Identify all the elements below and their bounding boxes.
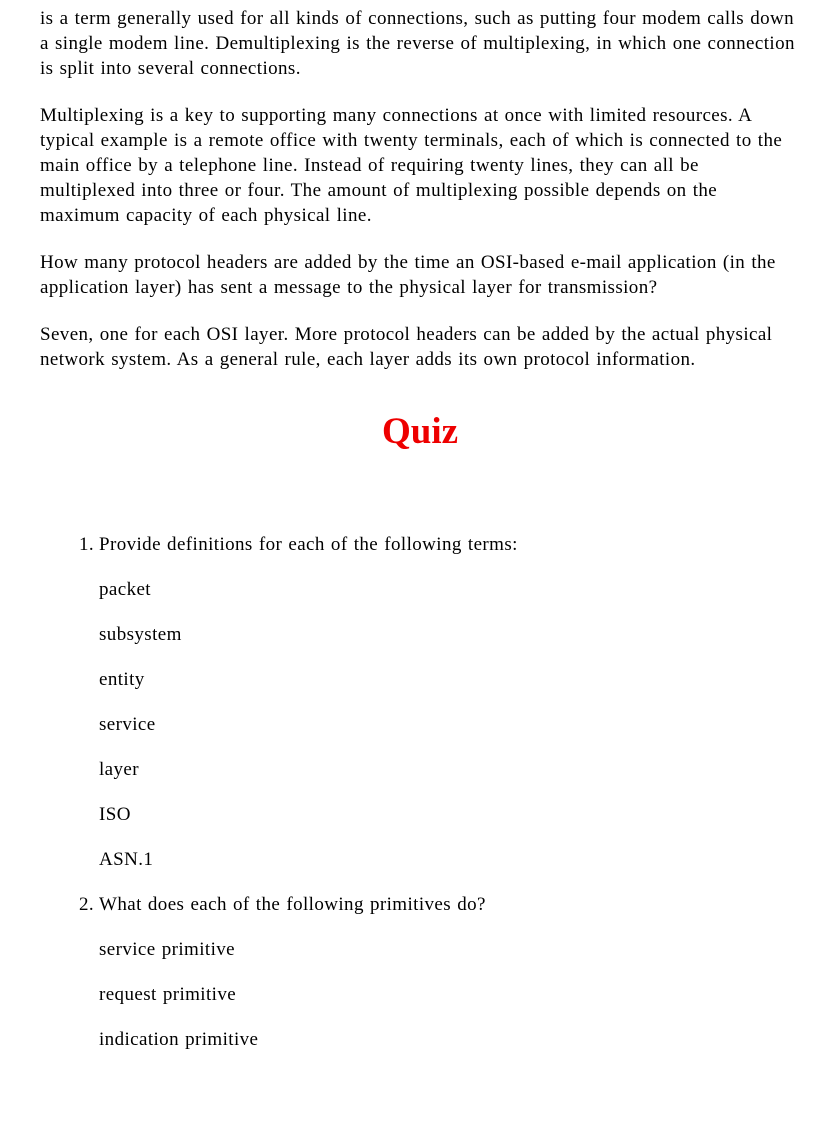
term-item: request primitive xyxy=(99,984,237,1005)
question-text: Provide definitions for each of the following terms: xyxy=(99,534,518,555)
question-number: 1. xyxy=(79,534,95,555)
paragraph-question: How many protocol headers are added by the time an OSI-based e-mail application (in the application layer) has sent a message to the physical layer for transmission? xyxy=(40,252,776,298)
quiz-heading: Quiz xyxy=(381,411,459,452)
term-item: ASN.1 xyxy=(99,849,154,870)
term-item: ISO xyxy=(99,804,131,825)
quiz-question-list xyxy=(40,532,800,1052)
term-list xyxy=(79,937,800,1052)
term-list xyxy=(79,577,800,872)
term-item: subsystem xyxy=(99,624,182,645)
quiz-question xyxy=(79,892,800,1052)
term-item: entity xyxy=(99,669,145,690)
question-text: What does each of the following primitives do? xyxy=(99,894,486,915)
document-page xyxy=(40,6,800,1072)
term-item: indication primitive xyxy=(99,1029,259,1050)
term-item: layer xyxy=(99,759,139,780)
term-item: packet xyxy=(99,579,151,600)
term-item: service xyxy=(99,714,156,735)
term-item: service primitive xyxy=(99,939,236,960)
paragraph-multiplexing-intro: is a term generally used for all kinds of connections, such as putting four modem calls down a single modem line. Demultiplexing is the reverse of multiplexing, in which one connection is split into several connections. xyxy=(40,8,795,79)
paragraph-multiplexing-example: Multiplexing is a key to supporting many connections at once with limited resources. A typical example is a remote office with twenty terminals, each of which is connected to the main office by a telephone line. Instead of requiring twenty lines, they can all be multiplexed into three or four. The amount of multiplexing possible depends on the maximum capacity of each physical line. xyxy=(40,105,783,226)
paragraph-answer: Seven, one for each OSI layer. More protocol headers can be added by the actual physical network system. As a general rule, each layer adds its own protocol information. xyxy=(40,324,773,370)
question-number: 2. xyxy=(79,894,95,915)
quiz-question xyxy=(79,532,800,872)
